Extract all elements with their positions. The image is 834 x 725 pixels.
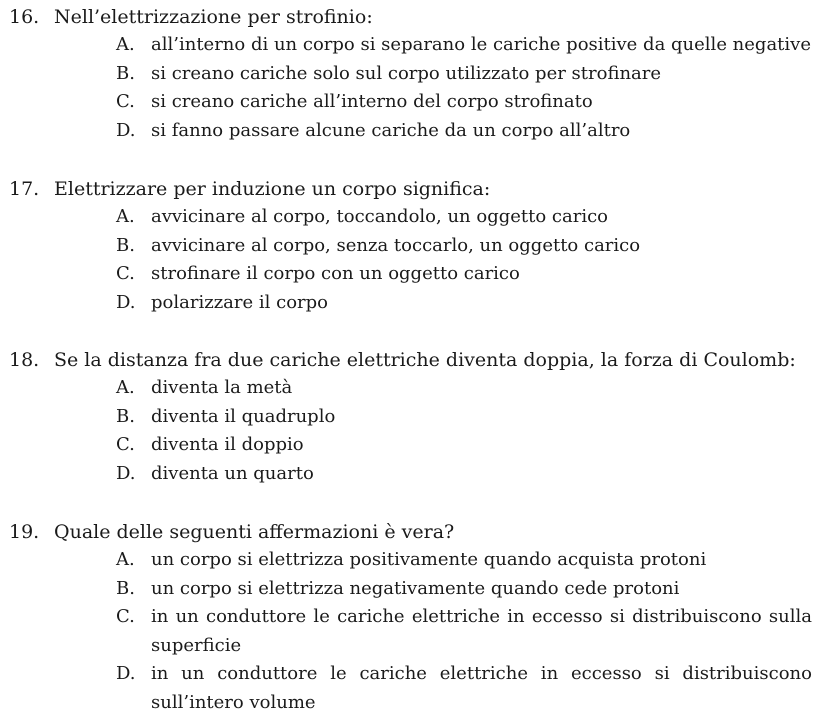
option-list	[0, 546, 834, 717]
option-c	[0, 431, 834, 460]
question-header	[0, 3, 834, 31]
option-text: diventa il quadruplo	[151, 405, 336, 427]
option-letter: B.	[116, 405, 135, 427]
option-a	[0, 31, 834, 60]
option-text: strofinare il corpo con un oggetto carico	[151, 263, 520, 284]
question-text: Se la distanza fra due cariche elettriche diventa doppia, la forza di Coulomb:	[54, 349, 796, 371]
option-text: avvicinare al corpo, senza toccarlo, un oggetto carico	[151, 234, 641, 256]
option-text: si fanno passare alcune cariche da un corpo all’altro	[151, 119, 631, 141]
option-letter: A.	[116, 34, 135, 55]
option-letter: A.	[116, 377, 135, 398]
option-letter: D.	[116, 119, 136, 141]
option-letter: C.	[116, 263, 135, 284]
option-text: un corpo si elettrizza positivamente quando acquista protoni	[151, 549, 707, 570]
option-letter: A.	[116, 206, 135, 227]
question-text: Quale delle seguenti affermazioni è vera?	[54, 521, 455, 543]
option-a	[0, 374, 834, 403]
question-header	[0, 175, 834, 203]
option-letter: B.	[116, 577, 135, 599]
option-c	[0, 88, 834, 117]
option-b	[0, 60, 834, 89]
option-letter: D.	[116, 462, 136, 484]
option-c	[0, 260, 834, 289]
option-letter: C.	[116, 606, 135, 627]
question-18	[0, 346, 834, 488]
option-letter: B.	[116, 234, 135, 256]
question-header	[0, 518, 834, 546]
question-19	[0, 518, 834, 717]
question-number: 16.	[9, 6, 40, 28]
question-text: Elettrizzare per induzione un corpo significa:	[54, 178, 491, 200]
question-17	[0, 175, 834, 317]
option-text: polarizzare il corpo	[151, 291, 329, 313]
option-d	[0, 117, 834, 146]
option-letter: D.	[116, 291, 136, 313]
option-text: un corpo si elettrizza negativamente quando cede protoni	[151, 577, 680, 599]
option-b	[0, 403, 834, 432]
option-letter: D.	[116, 663, 136, 684]
question-text: Nell’elettrizzazione per strofinio:	[54, 6, 373, 28]
option-text: diventa un quarto	[151, 462, 314, 484]
option-d	[0, 289, 834, 318]
option-b	[0, 575, 834, 604]
option-d	[0, 660, 834, 717]
question-header	[0, 346, 834, 374]
option-text: si creano cariche all’interno del corpo strofinato	[151, 91, 593, 112]
option-list	[0, 31, 834, 145]
option-letter: C.	[116, 91, 135, 112]
option-c	[0, 603, 834, 660]
option-text: diventa la metà	[151, 377, 293, 398]
option-list	[0, 374, 834, 488]
option-letter: C.	[116, 434, 135, 455]
option-text: in un conduttore le cariche elettriche in eccesso si distribuiscono sulla superficie	[151, 606, 812, 656]
question-16	[0, 3, 834, 145]
option-a	[0, 203, 834, 232]
question-number: 18.	[9, 349, 40, 371]
question-number: 19.	[9, 521, 40, 543]
question-number: 17.	[9, 178, 40, 200]
option-text: si creano cariche solo sul corpo utilizzato per strofinare	[151, 62, 662, 84]
option-d	[0, 460, 834, 489]
option-letter: B.	[116, 62, 135, 84]
option-text: all’interno di un corpo si separano le cariche positive da quelle negative	[151, 34, 811, 55]
option-text: diventa il doppio	[151, 434, 304, 455]
option-b	[0, 232, 834, 261]
option-list	[0, 203, 834, 317]
option-letter: A.	[116, 549, 135, 570]
option-a	[0, 546, 834, 575]
option-text: avvicinare al corpo, toccandolo, un oggetto carico	[151, 206, 609, 227]
option-text: in un conduttore le cariche elettriche in eccesso si distribuiscono sull’intero volume	[151, 663, 812, 713]
